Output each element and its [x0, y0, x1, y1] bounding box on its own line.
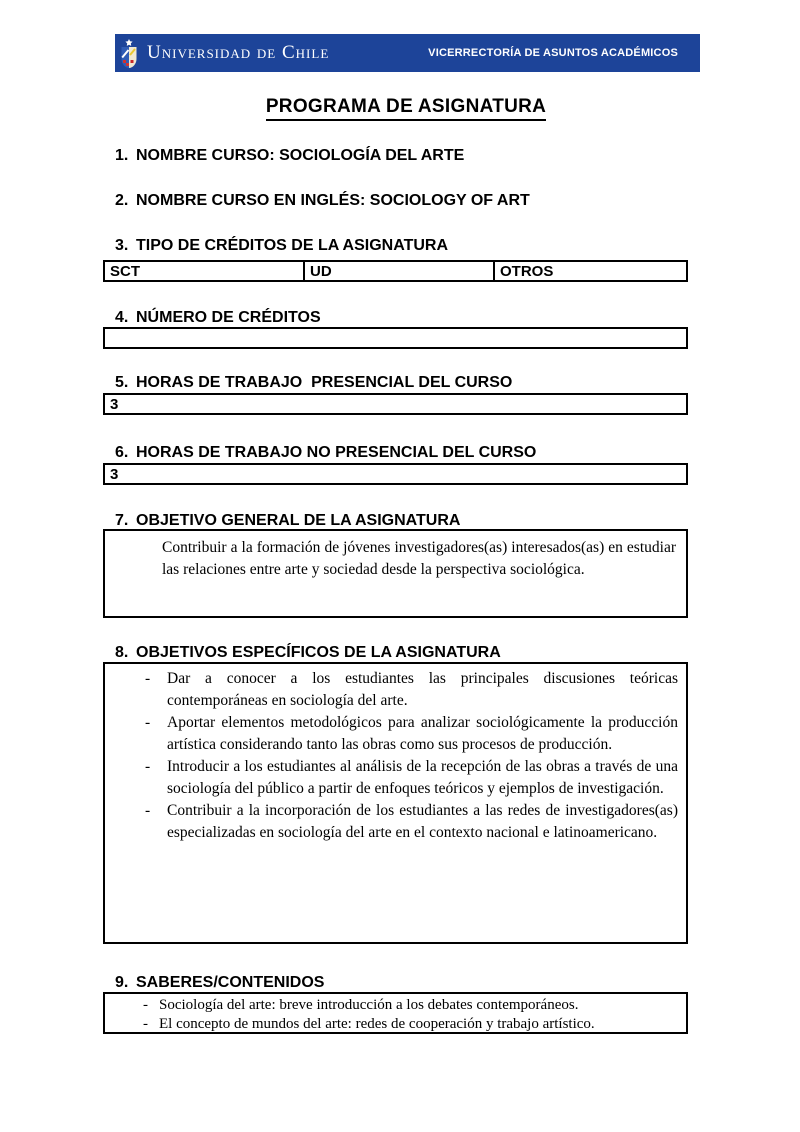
specific-objectives-list — [105, 668, 686, 844]
section-5-number: 5. — [115, 374, 129, 391]
section-3-title: TIPO DE CRÉDITOS DE LA ASIGNATURA — [136, 237, 449, 254]
section-9-number: 9. — [115, 974, 129, 991]
credit-column-ud: UD — [305, 262, 495, 280]
section-1-title: NOMBRE CURSO: SOCIOLOGÍA DEL ARTE — [136, 147, 465, 164]
section-1-number: 1. — [115, 147, 129, 164]
section-2-title: NOMBRE CURSO EN INGLÉS: SOCIOLOGY OF ART — [136, 192, 530, 209]
section-4-title: NÚMERO DE CRÉDITOS — [136, 309, 321, 326]
section-4-heading — [115, 309, 321, 327]
list-item: - Aportar elementos metodológicos para analizar sociológicamente la producción artística considerando tanto las obras como sus procesos de producción. — [167, 712, 678, 756]
section-3-number: 3. — [115, 237, 129, 254]
section-8-number: 8. — [115, 644, 129, 661]
list-item: - Sociología del arte: breve introducción a los debates contemporáneos. — [159, 996, 678, 1015]
section-7-heading — [115, 512, 460, 530]
section-2-heading — [115, 192, 530, 210]
general-objective-box: Contribuir a la formación de jóvenes investigadores(as) interesados(as) en estudiar las relaciones entre arte y sociedad desde la perspectiva sociológica. — [103, 529, 688, 618]
section-7-number: 7. — [115, 512, 129, 529]
list-item: - Introducir a los estudiantes al análisis de la recepción de las obras a través de una sociología del público a partir de enfoques teóricos y ejemplos de investigación. — [167, 756, 678, 800]
section-6-number: 6. — [115, 444, 129, 461]
list-item: - Contribuir a la incorporación de los estudiantes a las redes de investigadores(as) especializadas en sociología del arte en el contexto nacional e latinoamericano. — [167, 800, 678, 844]
section-9-heading — [115, 974, 324, 992]
section-9-title: SABERES/CONTENIDOS — [136, 974, 325, 991]
section-2-number: 2. — [115, 192, 129, 209]
section-7-title: OBJETIVO GENERAL DE LA ASIGNATURA — [136, 512, 461, 529]
section-8-title: OBJETIVOS ESPECÍFICOS DE LA ASIGNATURA — [136, 644, 501, 661]
section-8-heading — [115, 644, 501, 662]
header-brand — [115, 34, 329, 72]
credit-column-otros: OTROS — [500, 263, 554, 280]
specific-objectives-box — [103, 662, 688, 944]
section-3-heading — [115, 237, 448, 255]
vicerrectoria-label: VICERRECTORÍA DE ASUNTOS ACADÉMICOS — [428, 47, 678, 59]
document-title: PROGRAMA DE ASIGNATURA — [266, 96, 546, 121]
number-of-credits-field — [103, 327, 688, 349]
presential-hours-field: 3 — [103, 393, 688, 415]
credit-column-sct: SCT — [105, 262, 305, 280]
section-5-heading — [115, 374, 512, 392]
section-4-number: 4. — [115, 309, 129, 326]
university-crest-icon — [119, 39, 139, 69]
section-6-title: HORAS DE TRABAJO NO PRESENCIAL DEL CURSO — [136, 444, 537, 461]
title-row — [12, 96, 800, 121]
section-1-heading — [115, 147, 464, 165]
section-5-title: HORAS DE TRABAJO PRESENCIAL DEL CURSO — [136, 374, 513, 391]
credit-type-table — [103, 260, 688, 282]
non-presential-hours-field: 3 — [103, 463, 688, 485]
header-bar — [115, 34, 700, 72]
list-item: - Dar a conocer a los estudiantes las principales discusiones teóricas contemporáneas en sociología del arte. — [167, 668, 678, 712]
section-6-heading — [115, 444, 536, 462]
contents-box — [103, 992, 688, 1034]
contents-list — [105, 996, 686, 1034]
university-name: Universidad de Chile — [147, 42, 330, 63]
list-item: - El concepto de mundos del arte: redes de cooperación y trabajo artístico. — [159, 1015, 678, 1034]
